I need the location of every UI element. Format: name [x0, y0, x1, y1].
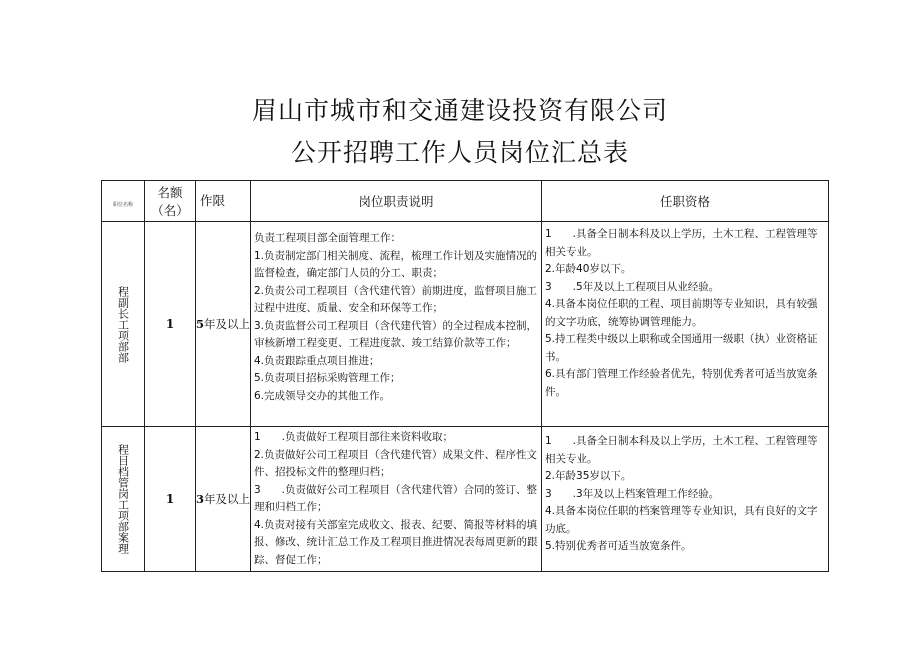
requirement-line: 3 .3年及以上档案管理工作经验。: [545, 487, 720, 500]
position-cell: 程副长工项部部: [102, 222, 145, 427]
recruitment-table: [101, 180, 829, 572]
table-header-row: [102, 181, 829, 222]
requirement-line: 2.年龄40岁以下。: [545, 263, 632, 275]
requirement-line: 6.具有部门管理工作经验者优先，特别优秀者可适当放宽条件。: [545, 368, 818, 398]
duty-line: 3.负责监督公司工程项目（含代建代管）的全过程成本控制，审核新增工程变更、工程进度款、竣工结算价款等工作；: [254, 319, 538, 349]
duty-line: 3 .负责做好公司工程项目（含代建代管）合同的签订、整理和归档工作；: [254, 483, 538, 513]
duty-line: 4.负责跟踪重点项目推进；: [254, 354, 380, 367]
table-row: [102, 427, 829, 572]
header-requirements: 任职资格: [542, 181, 829, 222]
duty-line: 6.完成领导交办的其他工作。: [254, 389, 391, 402]
requirement-line: 5.持工程类中级以上职称或全国通用一级职（执）业资格证书。: [545, 333, 818, 363]
duty-line: 4.负责对接有关部室完成收文、报表、纪要、简报等材料的填报、修改、统计汇总工作及工程项目推进情况表每周更新的跟踪、督促工作；: [254, 518, 538, 566]
term-cell: 5年及以上: [196, 222, 251, 427]
duty-line: 1.负责制定部门相关制度、流程，梳理工作计划及实施情况的监督检查，确定部门人员的分工、职责；: [254, 249, 538, 279]
quota-cell: 1: [145, 427, 196, 572]
header-quota: 名额（名）: [145, 181, 196, 222]
requirements-cell: [542, 222, 829, 427]
header-duties: 岗位职责说明: [251, 181, 542, 222]
duty-line: 负责工程项目部全面管理工作：: [254, 232, 401, 244]
header-term: 作限: [196, 181, 251, 222]
table-subtitle: 公开招聘工作人员岗位汇总表: [290, 138, 629, 167]
requirement-line: 1 .具备全日制本科及以上学历，土木工程、工程管理等相关专业。: [545, 435, 818, 465]
duties-cell: [251, 222, 542, 427]
requirement-line: 2.年龄35岁以下。: [545, 470, 632, 482]
term-cell: 3年及以上: [196, 427, 251, 572]
company-title: 眉山市城市和交通建设投资有限公司: [251, 96, 668, 125]
requirement-line: 5.特别优秀者可适当放宽条件。: [545, 540, 692, 552]
requirement-line: 4.具备本岗位任职的工程、项目前期等专业知识，具有较强的文字功底，统筹协调管理能力。: [545, 298, 818, 328]
requirements-cell: [542, 427, 829, 572]
duty-line: 1 .负责做好工程项目部往来资料收取；: [254, 431, 454, 443]
duty-line: 2.负责公司工程项目（含代建代管）前期进度，监督项目施工过程中进度、质量、安全和环保等工作；: [254, 284, 538, 314]
requirement-line: 1 .具备全日制本科及以上学历，土木工程、工程管理等相关专业。: [545, 228, 818, 258]
duties-cell: [251, 427, 542, 572]
header-position: 职位名称: [102, 181, 145, 222]
requirement-line: 3 .5年及以上工程项目从业经验。: [545, 280, 720, 293]
duty-line: 5.负责项目招标采购管理工作；: [254, 372, 401, 384]
quota-cell: 1: [145, 222, 196, 427]
requirement-line: 4.具备本岗位任职的档案管理等专业知识，具有良好的文字功底。: [545, 505, 818, 535]
table-row: [102, 222, 829, 427]
duty-line: 2.负责做好公司工程项目（含代建代管）成果文件、程序性文件、招投标文件的整理归档；: [254, 448, 538, 478]
position-cell: 程目档管岗工项部案理: [102, 427, 145, 572]
